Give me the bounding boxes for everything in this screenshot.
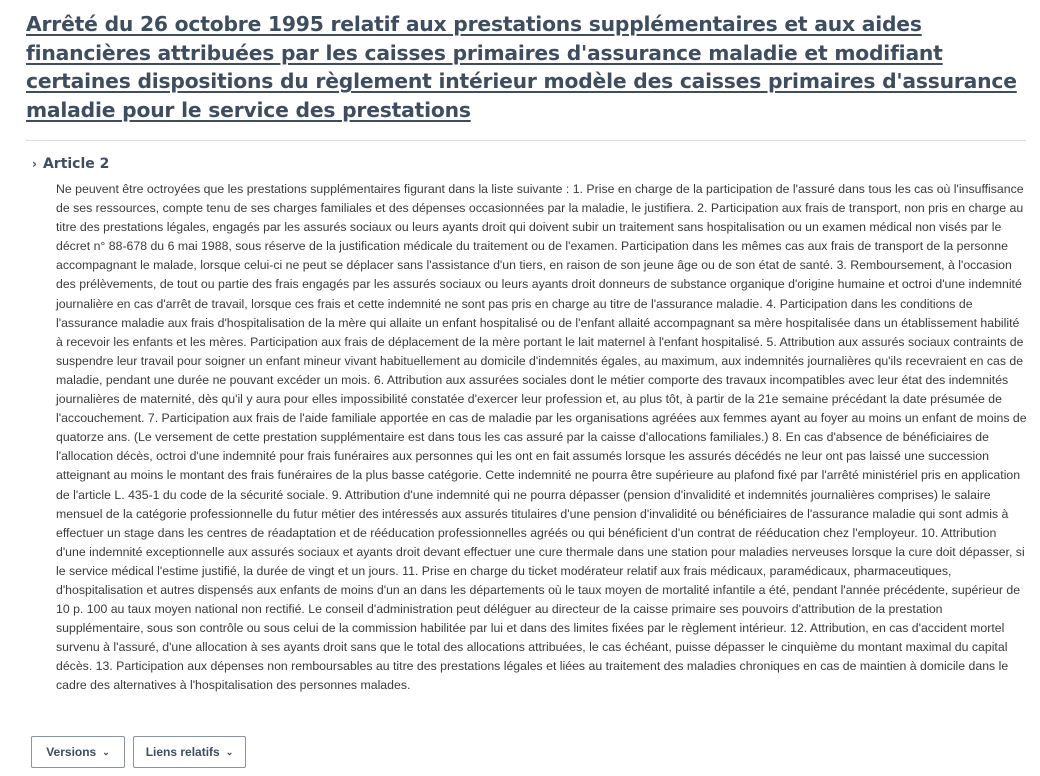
article-actions	[31, 736, 246, 768]
divider	[26, 140, 1026, 141]
article-text: Ne peuvent être octroyées que les prestations supplémentaires figurant dans la liste suivante : 1. Prise en charge de la participation de l'assuré dans tous les cas où l'insuffisance de ses ressources, compte tenu de ses charges familiales et des dépenses occasionnées par la maladie, le justifiera. 2. Participation aux frais de transport, non pris en charge au titre des prestations légales, engagés par les assurés sociaux ou leurs ayants droit qui doivent subir un traitement sans hospitalisation ou un examen médical non visés par le décret n° 88-678 du 6 mai 1988, sous réserve de la justification médicale du traitement ou de l'examen. Participation dans les mêmes cas aux frais de transport de la personne accompagnant le malade, lorsque celui-ci ne peut se déplacer sans l'assistance d'un tiers, en raison de son jeune âge ou de son état de santé. 3. Remboursement, à l'occasion des prélèvements, de tout ou partie des frais engagés par les assurés sociaux ou leurs ayants droit donneurs de substance organique d'origine humaine et octroi d'une indemnité journalière en cas d'arrêt de travail, lorsque ces frais et cette indemnité ne sont pas pris en charge au titre de l'assurance maladie. 4. Participation dans les conditions de l'assurance maladie aux frais d'hospitalisation de la mère qui allaite un enfant hospitalisé ou de l'enfant allaité accompagnant sa mère hospitalisée dans un établissement habilité à recevoir les enfants et les mères. Participation aux frais de déplacement de la mère portant le lait maternel à l'enfant hospitalisé. 5. Attribution aux assurés sociaux contraints de suspendre leur travail pour soigner un enfant mineur vivant habituellement au domicile d'indemnités égales, au maximum, aux indemnités journalières qu'ils recevraient en cas de maladie, pendant une durée ne pouvant excéder un mois. 6. Attribution aux assurées sociales dont le métier comporte des travaux incompatibles avec leur état des indemnités journalières de maternité, dès qu'il y aura pour elles impossibilité constatée d'exercer leur profession et, au plus tôt, à partir de la 21e semaine précédant la date présumée de l'accouchement. 7. Participation aux frais de l'aide familiale apportée en cas de maladie par les organisations agréées aux femmes ayant au foyer au moins un enfant de moins de quatorze ans. (Le versement de cette prestation supplémentaire est dans tous les cas assuré par la caisse d'allocations familiales.) 8. En cas d'absence de bénéficiaires de l'allocation décès, octroi d'une indemnité pour frais funéraires aux personnes qui les ont en fait assumés lorsque les assurés décédés ne leur ont pas laissé une succession atteignant au moins le montant des frais funéraires de la plus basse catégorie. Cette indemnité ne pourra être supérieure au plafond fixé par l'arrêté ministériel pris en application de l'article L. 435-1 du code de la sécurité sociale. 9. Attribution d'une indemnité qui ne pourra dépasser (pension d'invalidité et indemnités journalières comprises) le salaire mensuel de la catégorie professionnelle du futur métier des intéressés aux assurés titulaires d'une pension d'invalidité ou bénéficiaires de l'assurance maladie qui sont admis à effectuer un stage dans les centres de réadaptation et de rééducation professionnelles agréés ou qui bénéficient d'un contrat de rééducation chez l'employeur. 10. Attribution d'une indemnité exceptionnelle aux assurés sociaux et ayants droit devant effectuer une cure thermale dans une station pour maladies nerveuses lorsque la cure doit dépasser, si le service médical l'estime justifié, la durée de vingt et un jours. 11. Prise en charge du ticket modérateur relatif aux frais médicaux, paramédicaux, pharmaceutiques, d'hospitalisation et autres dispensés aux enfants de moins d'un an dans les départements où le taux moyen de mortalité infantile a été, pendant l'année précédente, supérieur de 10 p. 100 au taux moyen national non rectifié. Le conseil d'administration peut déléguer au directeur de la caisse primaire ses pouvoirs d'attribution de la prestation supplémentaire, sous son contrôle ou sous celui de la commission habilitée par lui et dans des limites fixées par le règlement intérieur. 12. Attribution, en cas d'accident mortel survenu à l'assuré, d'une allocation à ses ayants droit sans que le total des allocations attribuées, le cas échéant, puisse dépasser le cinquième du montant maximal du capital décès. 13. Participation aux dépenses non remboursables au titre des prestations légales et liées au traitement des maladies chroniques en cas de maintien à domicile dans le cadre des alternatives à l'hospitalisation des personnes malades.	[56, 182, 1027, 693]
liens-relatifs-button[interactable]	[133, 736, 246, 768]
article-toggle[interactable]	[32, 154, 109, 174]
chevron-down-icon: ⌄	[225, 746, 234, 757]
chevron-right-icon: ›	[32, 157, 37, 171]
liens-relatifs-button-label: Liens relatifs	[145, 745, 220, 759]
versions-button-label: Versions	[46, 745, 97, 759]
article-title: Article 2	[42, 156, 110, 172]
page-title[interactable]: Arrêté du 26 octobre 1995 relatif aux prestations supplémentaires et aux aides financières attribuées par les caisses primaires d'assurance maladie et modifiant certaines dispositions du règlement intérieur modèle des caisses primaires d'assurance maladie pour le service des prestations	[26, 12, 1017, 122]
chevron-down-icon: ⌄	[102, 746, 110, 757]
versions-button[interactable]	[31, 736, 125, 768]
